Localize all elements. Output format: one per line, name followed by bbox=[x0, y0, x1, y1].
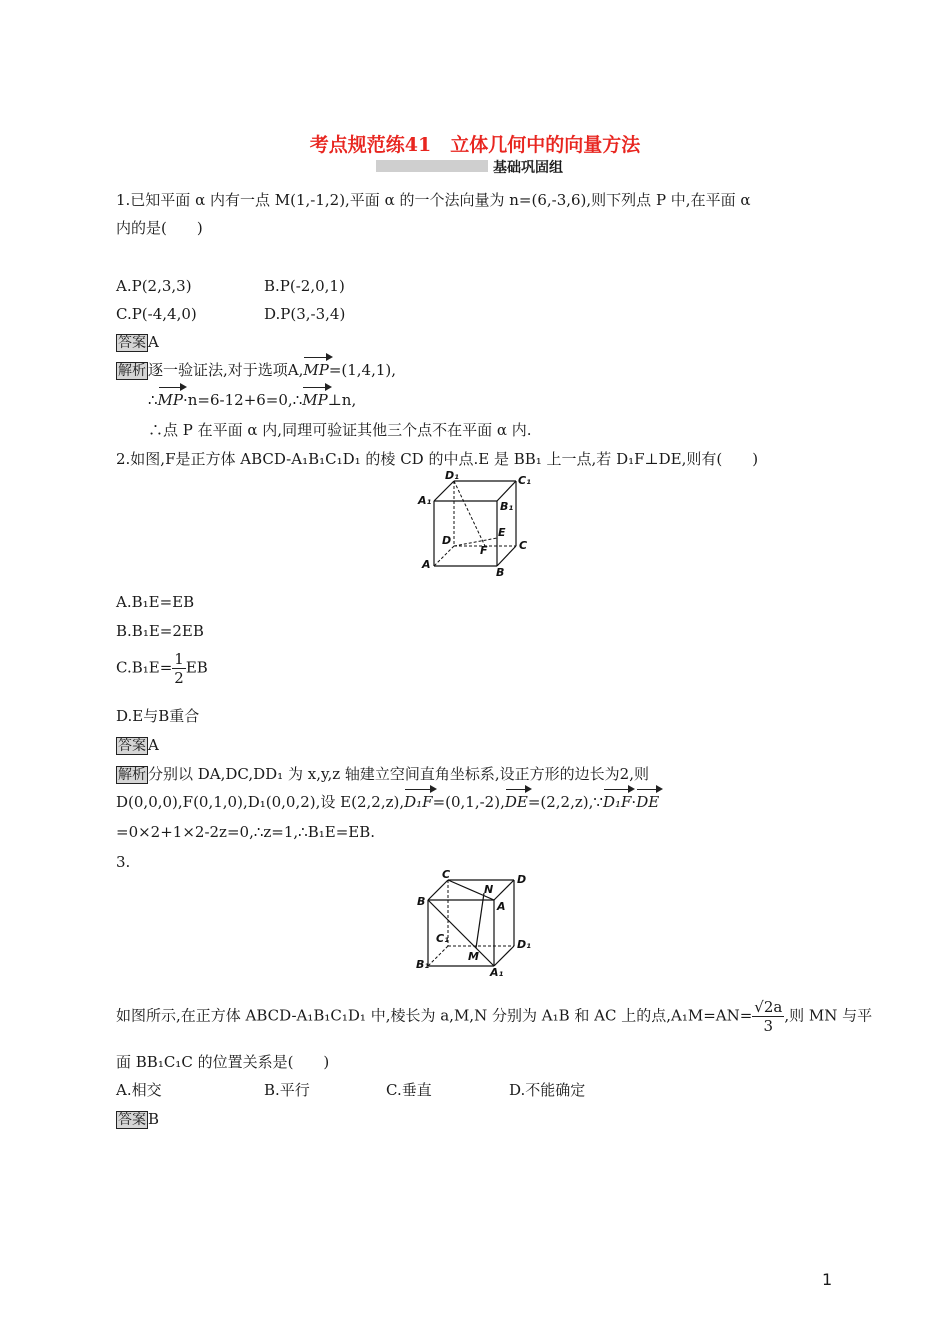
label-c: C bbox=[442, 868, 451, 881]
label-b: B bbox=[417, 895, 426, 908]
analysis-label: 解析 bbox=[118, 363, 146, 379]
q3-answer-value: B bbox=[148, 1110, 160, 1128]
fraction-root2-a-over-3: $\frac{√2a}{3}$ bbox=[754, 998, 783, 1035]
q1-stem-line2: 内的是( ) bbox=[116, 219, 203, 237]
label-a1: A₁ bbox=[418, 494, 432, 507]
cube-figure-q3 bbox=[414, 868, 538, 980]
vector-mp: MP bbox=[302, 391, 328, 409]
label-c: C bbox=[519, 539, 528, 552]
answer-label: 答案 bbox=[118, 1112, 146, 1128]
q2-answer-value: A bbox=[148, 736, 159, 754]
q3-stem-line1: 如图所示,在正方体 ABCD-A₁B₁C₁D₁ 中,棱长为 a,M,N 分别为 A₁B 和 AC 上的点,A₁M=AN= $\frac{√2a}{3}$ ,则 MN 与平 bbox=[116, 998, 873, 1035]
label-f: F bbox=[480, 544, 488, 557]
q3-answer bbox=[116, 1109, 159, 1130]
answer-label: 答案 bbox=[118, 738, 146, 754]
q3-number: 3. bbox=[116, 853, 131, 871]
label-e: E bbox=[498, 526, 506, 539]
label-d: D bbox=[517, 873, 527, 886]
q1-analysis-line1: 解析 逐一验证法,对于选项A,MP=(1,4,1), bbox=[118, 361, 397, 379]
q1-option-d: D.P(3,-3,4) bbox=[264, 305, 346, 323]
q2-option-a: A.B₁E=EB bbox=[116, 593, 195, 611]
q2-option-b: B.B₁E=2EB bbox=[116, 622, 204, 640]
q2-analysis-line1: 解析 分别以 DA,DC,DD₁ 为 x,y,z 轴建立空间直角坐标系,设正方形的边长为2,则 bbox=[118, 765, 649, 783]
analysis-label: 解析 bbox=[118, 767, 146, 783]
q3-option-b: B.平行 bbox=[264, 1081, 310, 1099]
q3-option-d: D.不能确定 bbox=[509, 1081, 586, 1099]
label-c1: C₁ bbox=[436, 932, 449, 945]
q3-option-a: A.相交 bbox=[116, 1081, 162, 1099]
q3-stem-line2: 面 BB₁C₁C 的位置关系是( ) bbox=[116, 1053, 330, 1071]
section-bar bbox=[376, 160, 488, 172]
vector-mp: MP bbox=[157, 391, 183, 409]
q1-option-b: B.P(-2,0,1) bbox=[264, 277, 345, 295]
label-n: N bbox=[484, 883, 494, 896]
q2-analysis-line2: D(0,0,0),F(0,1,0),D₁(0,0,2),设 E(2,2,z),D₁F=(0,1,-2),DE=(2,2,z),∵D₁F·DE bbox=[116, 793, 660, 811]
label-d1: D₁ bbox=[445, 470, 459, 482]
q1-option-c: C.P(-4,4,0) bbox=[116, 305, 197, 323]
q2-option-d: D.E与B重合 bbox=[116, 707, 200, 725]
answer-label: 答案 bbox=[118, 335, 146, 351]
q1-answer bbox=[116, 332, 159, 353]
label-a1: A₁ bbox=[490, 966, 504, 979]
vector-de: DE bbox=[636, 793, 660, 811]
label-b1: B₁ bbox=[500, 500, 514, 513]
q3-option-c: C.垂直 bbox=[386, 1081, 432, 1099]
label-b: B bbox=[496, 566, 505, 578]
q2-stem: 2.如图,F是正方体 ABCD-A₁B₁C₁D₁ 的棱 CD 的中点.E 是 BB₁ 上一点,若 D₁F⊥DE,则有( ) bbox=[116, 450, 759, 468]
q1-analysis-line3: ∴点 P 在平面 α 内,同理可验证其他三个点不在平面 α 内. bbox=[148, 421, 532, 439]
vector-d1f: D₁F bbox=[602, 793, 632, 811]
q2-analysis-line3: =0×2+1×2-2z=0,∴z=1,∴B₁E=EB. bbox=[116, 823, 376, 841]
q1-answer-value: A bbox=[148, 333, 159, 351]
label-m: M bbox=[468, 950, 479, 963]
vector-d1f: D₁F bbox=[404, 793, 433, 811]
page-number: 1 bbox=[822, 1270, 833, 1289]
vector-mp: MP bbox=[303, 361, 329, 379]
q1-analysis-line2: ∴MP·n=6-12+6=0,∴MP⊥n, bbox=[148, 391, 357, 409]
q2-answer bbox=[116, 735, 159, 756]
q2-option-c: C.B₁E= $\frac{1}{2}$ EB bbox=[116, 650, 208, 687]
label-d1: D₁ bbox=[517, 938, 531, 951]
label-a: A bbox=[422, 558, 431, 571]
fraction-half: $\frac{1}{2}$ bbox=[174, 650, 184, 687]
cube-figure-q2 bbox=[414, 470, 538, 578]
page-title: 考点规范练41 立体几何中的向量方法 bbox=[309, 134, 641, 156]
vector-de: DE bbox=[504, 793, 528, 811]
label-a: A bbox=[497, 900, 506, 913]
q1-option-a: A.P(2,3,3) bbox=[116, 277, 192, 295]
section-title: 基础巩固组 bbox=[493, 160, 563, 176]
label-b1: B₁ bbox=[416, 958, 430, 971]
q1-stem-line1: 1.已知平面 α 内有一点 M(1,-1,2),平面 α 的一个法向量为 n=(6,-3,6),则下列点 P 中,在平面 α bbox=[116, 191, 751, 209]
label-d: D bbox=[442, 534, 452, 547]
label-c1: C₁ bbox=[518, 474, 531, 487]
